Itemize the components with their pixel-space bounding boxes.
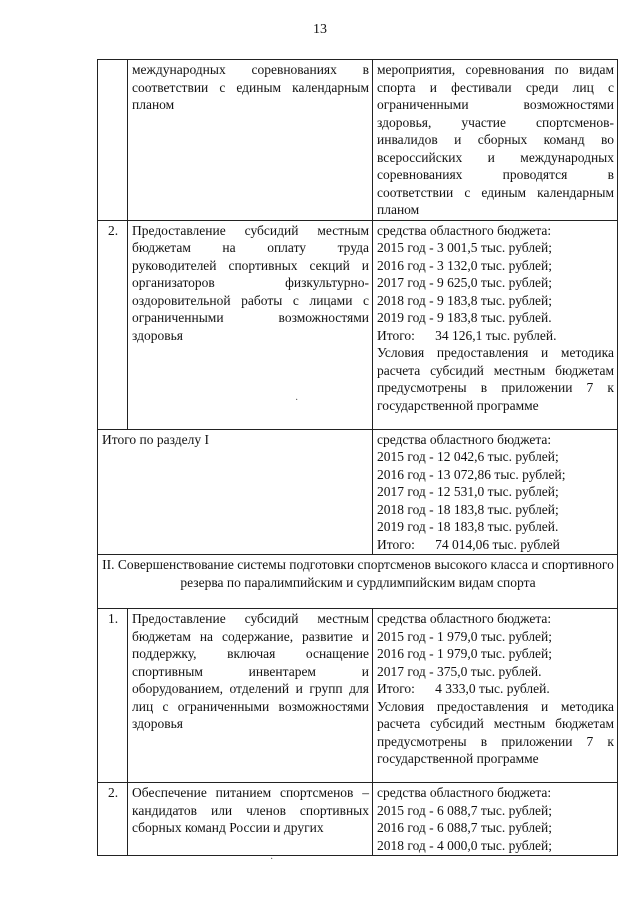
table-row xyxy=(98,60,618,221)
funding-cell: мероприятия, соревнования по видам спорта и фестивали среди лиц с ограниченными возможностями здоровья, участие спортсменов-инвалидов и сборных команд во всероссийских и международных соревнованиях проводятся в соответствии с единым календарным планом xyxy=(373,60,618,221)
section-header-row xyxy=(98,555,618,609)
event-cell: Обеспечение питанием спортсменов – кандидатов или членов спортивных сборных команд России и других xyxy=(128,783,373,856)
funding-total: Итого: 74 014,06 тыс. рублей xyxy=(377,536,560,552)
funding-line: 2018 год - 9 183,8 тыс. рублей; xyxy=(377,292,553,308)
funding-line: средства областного бюджета: xyxy=(377,785,552,800)
event-cell: Предоставление субсидий местным бюджетам на содержание, развитие и поддержку, включая оснащение спортивным инвентарем и оборудованием, отделений и групп для лиц с ограниченными возможностями здоровья xyxy=(128,609,373,783)
funding-cell xyxy=(373,609,618,783)
program-table xyxy=(97,59,618,856)
funding-line: 2016 год - 13 072,86 тыс. рублей; xyxy=(377,466,566,482)
table-row xyxy=(98,220,618,429)
section-title: II. Совершенствование системы подготовки спортсменов высокого класса и спортивного резерва по паралимпийским и сурдлимпийским видам спорта xyxy=(98,555,618,609)
funding-line: 2017 год - 12 531,0 тыс. рублей; xyxy=(377,484,559,499)
event-cell: Предоставление субсидий местным бюджетам на оплату труда руководителей спортивных секций и организаторов физкультурно-оздоровительной работы с лицами с ограниченными возможностями здоровья xyxy=(128,220,373,429)
funding-line: 2017 год - 375,0 тыс. рублей. xyxy=(377,663,542,679)
funding-line: 2016 год - 1 979,0 тыс. рублей; xyxy=(377,646,553,661)
funding-line: 2015 год - 3 001,5 тыс. рублей; xyxy=(377,240,553,255)
funding-line: 2019 год - 9 183,8 тыс. рублей. xyxy=(377,310,552,325)
table-row xyxy=(98,783,618,856)
table-row xyxy=(98,609,618,783)
funding-cell xyxy=(373,220,618,429)
event-cell: международных соревнованиях в соответствии с единым календарным планом xyxy=(128,60,373,221)
funding-line: 2019 год - 18 183,8 тыс. рублей. xyxy=(377,519,559,534)
num-cell: 1. xyxy=(98,609,128,783)
funding-line: 2016 год - 3 132,0 тыс. рублей; xyxy=(377,257,553,273)
funding-conditions: Условия предоставления и методика расчета субсидий местным бюджетам предусмотрены в приложении 7 к государственной программе xyxy=(377,698,614,766)
funding-line: 2017 год - 9 625,0 тыс. рублей; xyxy=(377,275,553,290)
funding-conditions: Условия предоставления и методика расчета субсидий местным бюджетам предусмотрены в приложении 7 к государственной программе xyxy=(377,345,614,413)
funding-line: 2018 год - 18 183,8 тыс. рублей; xyxy=(377,501,559,517)
funding-line: 2015 год - 12 042,6 тыс. рублей; xyxy=(377,449,559,464)
funding-cell xyxy=(373,783,618,856)
num-cell: 2. xyxy=(98,783,128,856)
funding-total: Итого: 34 126,1 тыс. рублей. xyxy=(377,327,557,343)
page-number: 13 xyxy=(313,22,327,37)
funding-line: 2018 год - 4 000,0 тыс. рублей; xyxy=(377,837,553,853)
funding-line: 2015 год - 6 088,7 тыс. рублей; xyxy=(377,802,553,818)
num-cell xyxy=(98,60,128,221)
funding-cell xyxy=(373,429,618,555)
scan-speck: · xyxy=(270,854,274,865)
funding-line: средства областного бюджета: xyxy=(377,431,552,447)
funding-line: 2016 год - 6 088,7 тыс. рублей; xyxy=(377,820,553,835)
funding-total: Итого: 4 333,0 тыс. рублей. xyxy=(377,681,550,696)
funding-line: средства областного бюджета: xyxy=(377,222,552,238)
scan-speck: · xyxy=(295,395,299,406)
funding-line: 2015 год - 1 979,0 тыс. рублей; xyxy=(377,628,553,644)
funding-line: средства областного бюджета: xyxy=(377,611,552,626)
table-row xyxy=(98,429,618,555)
num-cell: 2. xyxy=(98,220,128,429)
section-total-label: Итого по разделу I xyxy=(98,429,373,555)
